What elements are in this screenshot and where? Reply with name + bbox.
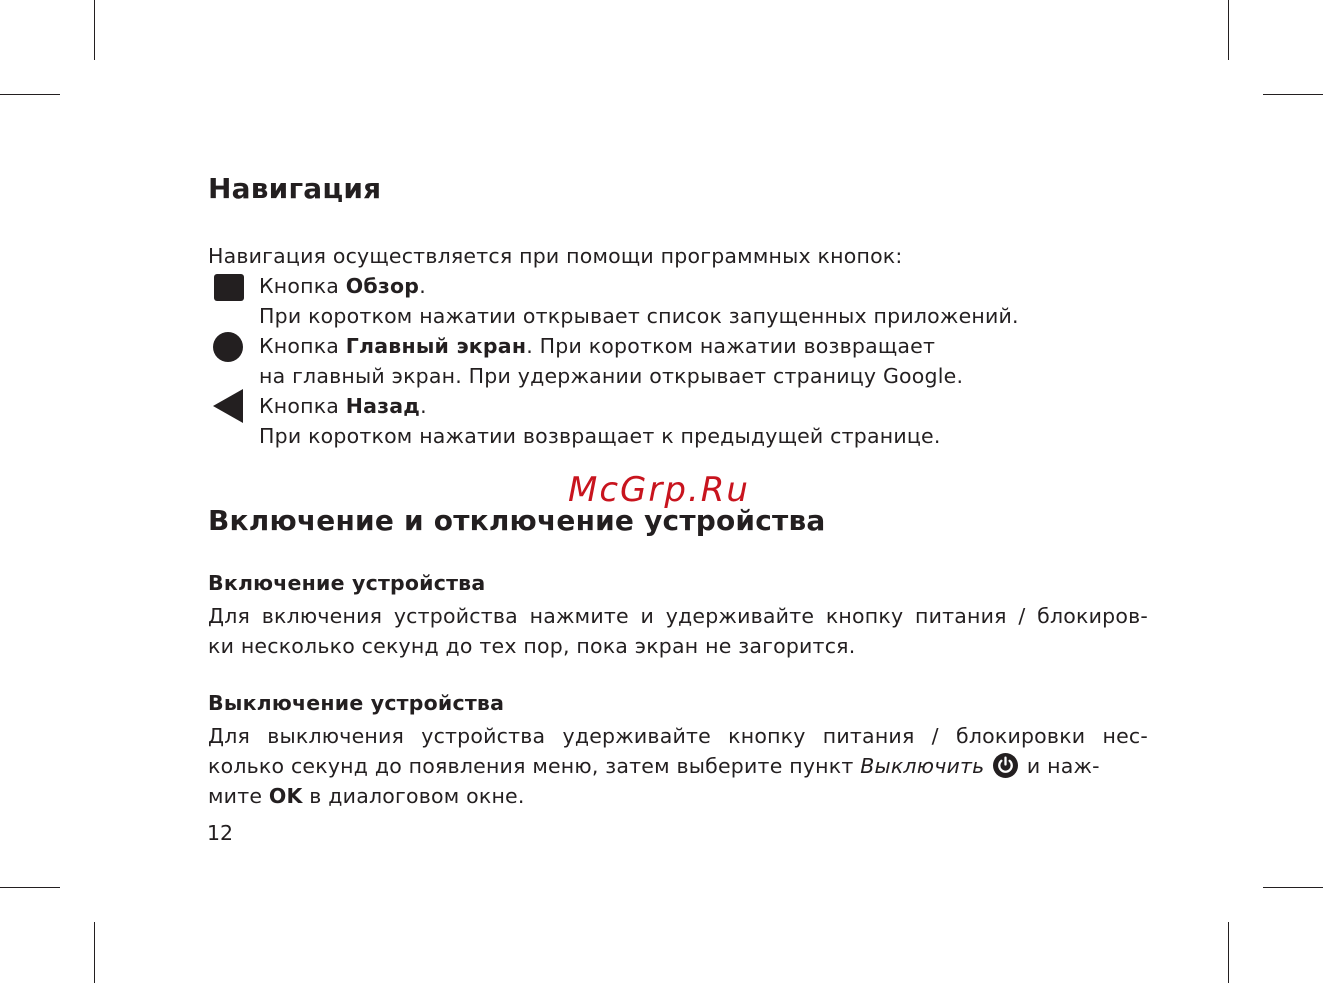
nav-item-overview-line2: При коротком нажатии открывает список запущенных приложений.	[259, 304, 1019, 328]
crop-mark-bottom-right-horizontal	[1263, 887, 1323, 888]
power-off-line1: Для выключения устройства удерживайте кнопку питания / блокировки нес-	[208, 724, 1148, 748]
crop-mark-top-left-horizontal	[0, 94, 60, 95]
nav-item-back-line2: При коротком нажатии возвращает к предыдущей странице.	[259, 424, 941, 448]
power-off-line2-end: и наж-	[1020, 754, 1100, 778]
power-off-line3	[208, 781, 525, 811]
nav-item-back-line1	[259, 391, 427, 421]
crop-mark-top-right-vertical	[1228, 0, 1229, 60]
power-on-line2: ки несколько секунд до тех пор, пока экран не загорится.	[208, 634, 856, 658]
nav-item-suffix: .	[420, 394, 427, 418]
power-heading: Включение и отключение устройства	[208, 504, 826, 537]
home-circle-icon	[213, 332, 243, 362]
power-off-line2-text: колько секунд до появления меню, затем выберите пункт	[208, 754, 861, 778]
navigation-intro: Навигация осуществляется при помощи программных кнопок:	[208, 244, 903, 268]
power-off-line2	[208, 751, 1148, 781]
overview-square-icon	[214, 274, 244, 301]
crop-mark-bottom-left-horizontal	[0, 887, 60, 888]
crop-mark-bottom-right-vertical	[1228, 922, 1229, 983]
nav-item-suffix: . При коротком нажатии возвращает	[526, 334, 936, 358]
crop-mark-top-left-vertical	[94, 0, 95, 60]
navigation-heading: Навигация	[208, 172, 382, 205]
power-icon	[993, 753, 1018, 778]
nav-item-prefix: Кнопка	[259, 334, 346, 358]
nav-item-name: Назад	[345, 394, 421, 418]
power-on-subtitle: Включение устройства	[208, 571, 486, 595]
power-off-line3-text: мите	[208, 784, 269, 808]
page-number: 12	[207, 821, 234, 845]
ok-label: OK	[268, 784, 303, 808]
power-off-subtitle: Выключение устройства	[208, 691, 505, 715]
nav-item-suffix: .	[419, 274, 426, 298]
nav-item-overview-line1	[259, 271, 426, 301]
power-off-item-name: Выключить	[860, 754, 985, 778]
back-triangle-icon	[213, 389, 243, 423]
power-off-line3-end: в диалоговом окне.	[302, 784, 525, 808]
nav-item-prefix: Кнопка	[259, 394, 346, 418]
nav-item-name: Обзор	[345, 274, 420, 298]
nav-item-prefix: Кнопка	[259, 274, 346, 298]
nav-item-name: Главный экран	[345, 334, 527, 358]
crop-mark-bottom-left-vertical	[94, 922, 95, 983]
nav-item-home-line2: на главный экран. При удержании открывает страницу Google.	[259, 364, 964, 388]
power-on-line1: Для включения устройства нажмите и удерживайте кнопку питания / блокиров-	[208, 604, 1148, 628]
nav-item-home-line1	[259, 331, 935, 361]
watermark: McGrp.Ru	[568, 470, 750, 510]
crop-mark-top-right-horizontal	[1263, 94, 1323, 95]
